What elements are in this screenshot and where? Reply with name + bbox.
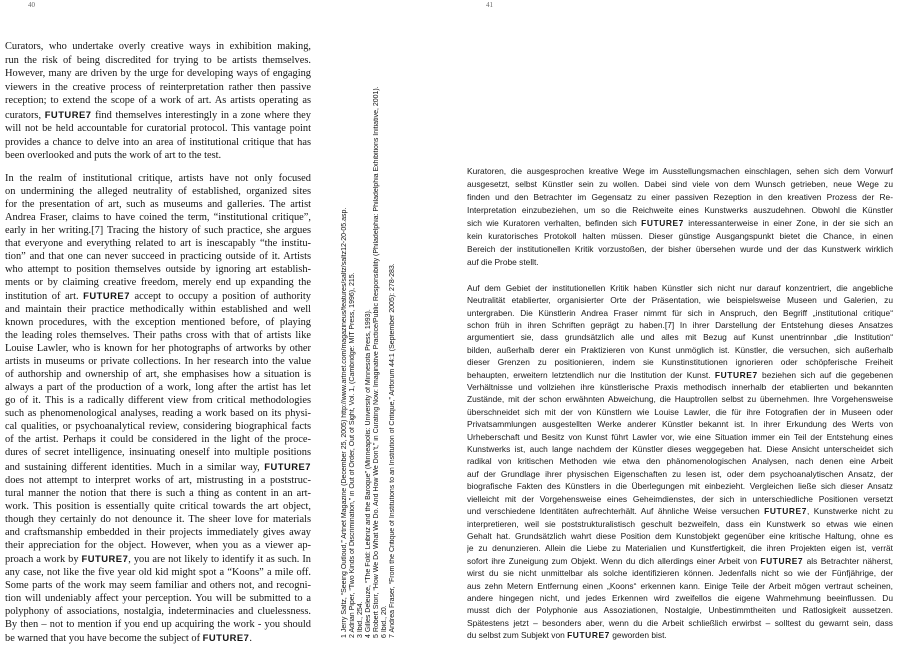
text-run: always a part of the production of a work, long after the artist has let [5, 382, 311, 393]
text-line [467, 431, 893, 443]
text-line [5, 539, 311, 552]
text-line [467, 369, 893, 381]
text-run: proach a work by [5, 554, 82, 565]
text-run: Neutralität etablierter, organisierter Orte der Präsentation, wie beispielsweise Museen und Galerien, zu [467, 295, 893, 305]
text-line [467, 455, 893, 467]
bold-name: FUTURE7 [641, 218, 684, 228]
text-run: andere hingegen nicht, und jedes Erkennen wird zweifellos die eigene Wahrnehmung beeinflussen. Du [467, 593, 893, 603]
text-run: reception; to extend the scope of a work of art. As artists operating as [5, 95, 311, 106]
text-line [5, 631, 311, 645]
text-run: institution of art. [5, 291, 83, 302]
text-run: ments or by claiming creative freedom, merely end up expanding the [5, 277, 311, 288]
bold-name: FUTURE7 [567, 630, 610, 640]
text-run: been overlooked and puts the work of art to the test. [5, 150, 221, 161]
text-run: provides a chance to delve into an area of institutional critique that has [5, 137, 311, 148]
footnote: 2 Adrian Piper, “Two Kinds of Discrimination,” in Out of Order, Out of Sight, Vol. 1, (Cambridge: MIT Press, 1996), 215. [349, 38, 357, 638]
text-run: and sustaining different identities. Much in a similar way, [5, 462, 264, 473]
paragraph [467, 165, 893, 269]
text-run: argumentiert sie, dass grundsätzlich alle und alles mit Bezug auf Kunst unentrinnbar „die Institution“ [467, 332, 893, 342]
text-line [5, 54, 311, 68]
text-line [467, 393, 893, 405]
text-line [467, 418, 893, 430]
text-run: find themselves interestingly in a zone where they [91, 110, 311, 121]
text-run: , you are not likely to identify it as such. In [128, 554, 311, 565]
text-line [467, 217, 893, 230]
text-run: aus zehn Metern Entfernung einen „Koons“ erkennen kann. Einige Teile der Arbeit mögen vertraut scheinen, [467, 581, 893, 591]
bold-name: FUTURE7 [760, 556, 803, 566]
text-line [5, 67, 311, 81]
text-line [5, 149, 311, 163]
text-run: dieser Grenzen zu positionieren, indem sie Kunstinstitutionen ignorieren oder schöpferische Freiheit [467, 357, 893, 367]
text-line [5, 526, 311, 539]
text-line [467, 530, 893, 542]
text-run: accept to occupy a position of authority [130, 291, 311, 302]
text-run: Louise Lawler, who is known for her photographs of artworks by other [5, 343, 311, 354]
text-line [5, 198, 311, 211]
text-line [5, 368, 311, 381]
text-run: of authorship and ownership of art, she emphasises how a situation is [5, 369, 311, 380]
text-run: curators, [5, 110, 45, 121]
text-line [5, 237, 311, 250]
text-line [5, 94, 311, 108]
text-run: for the presentation of art, such as museums and galleries. The artist [5, 199, 311, 210]
text-run: tion” and that one can never succeed in practicing outside of it. Artists [5, 251, 311, 262]
text-line [5, 394, 311, 407]
text-run: of the artist. Perhaps it could be considered in the light of the proce- [5, 434, 311, 445]
text-line [5, 605, 311, 618]
text-line [467, 406, 893, 418]
bold-name: FUTURE7 [715, 370, 758, 380]
paragraph [467, 282, 893, 642]
text-run: finden und den Betrachter im Gegensatz zu einer passiven Rezeption in den kreativen Prozess der Re- [467, 192, 893, 202]
text-run: . [249, 633, 252, 644]
text-line [467, 344, 893, 356]
text-line [5, 446, 311, 459]
text-line [5, 316, 311, 329]
text-line [5, 289, 311, 303]
text-run: sich wie Kuratoren verhalten, befinden sich [467, 218, 641, 228]
text-run: cal qualities, or psychoanalytical review, considering biographical facts [5, 421, 311, 432]
text-run: Kunstwerks ist, auch lange nachdem der Künstler dieses weggegeben hat. Diese Ansicht unterscheidet sich [467, 444, 893, 454]
text-run: schon früh in ihren Schriften geprägt zu haben.[7] In ihrer Darstellung der Entstehung dieses Ansatzes [467, 320, 893, 330]
text-line [467, 518, 893, 530]
text-line [5, 474, 311, 487]
bold-name: FUTURE7 [83, 290, 130, 301]
text-run: go of it. This is a radically different view from critical methodologies [5, 395, 311, 406]
text-run: Auf dem Gebiet der institutionellen Kritik haben Künstler sich nicht nur darauf konzentriert, die angebliche [467, 283, 893, 293]
text-line [5, 487, 311, 500]
text-line [5, 250, 311, 263]
text-run: als Betrachter näherst, [803, 556, 893, 566]
bold-name: FUTURE7 [203, 632, 250, 643]
text-run: By then – not to mention if you end up acquiring the work - you should [5, 619, 311, 630]
text-run: Spätestens jetzt – besonders aber, wenn du die Arbeit schließlich erwirbst – solltest du gewarnt sein, dass [467, 618, 893, 628]
text-line [5, 185, 311, 198]
text-run: does not attempt to interpret works of art, mistrusting in a poststruc- [5, 475, 311, 486]
text-run: geworden bist. [610, 630, 667, 640]
text-run: behaupten, erweitern letztendlich nur die Institution der Kunst. [467, 370, 715, 380]
text-line [467, 319, 893, 331]
text-line [467, 381, 893, 393]
text-line [467, 204, 893, 217]
text-line [5, 303, 311, 316]
text-run: In the realm of institutional critique, artists have not only focused [5, 173, 311, 184]
text-line [467, 493, 893, 505]
text-run: interessanterweise in einer Zone, in der sie sich an [684, 218, 893, 228]
text-run: early in her writing.[7] Tracing the history of such practice, she argues [5, 225, 311, 236]
text-run: will not be held accountable for curatorial protocol. This vantage point [5, 123, 311, 134]
bold-name: FUTURE7 [264, 461, 311, 472]
text-run: und verschiedene Identitäten aufrechterhält. Auf ähnliche Weise versuchen [467, 506, 764, 516]
text-run: who attempt to position themselves outside by ignoring art establish- [5, 264, 311, 275]
text-line [5, 108, 311, 123]
text-line [5, 263, 311, 276]
text-run: , Kunstwerke nicht zu [807, 506, 893, 516]
text-run: though they certainly do not denounce it. The sheer love for materials [5, 514, 311, 525]
footnote: 4 Gilles Deleuze, “The Fold: Leibniz and the Baroque” (Minneapolis: University of Minnesota Press, 1993). [365, 38, 373, 638]
text-line [5, 618, 311, 631]
text-line [467, 480, 893, 492]
text-line [467, 617, 893, 629]
text-run: artists in museums or private collections. In her research into the value [5, 356, 311, 367]
text-line [5, 420, 311, 433]
text-line [467, 505, 893, 517]
text-run: interpretieren, weil sie poststrukturalistisch geschult bezweifeln, dass ein Kunstwerk so etwas wie einen [467, 519, 893, 529]
text-run: Interpretation einzubeziehen, um so die Reichweite eines Kunstwerks auszudehnen. Obwohl die Künstler [467, 205, 893, 215]
text-run: such as phenomenological analyses, reading a work based on its physi- [5, 408, 311, 419]
text-run: sofort ihre Zuneigung zum Objekt. Wenn du dich allerdings einer Arbeit von [467, 556, 760, 566]
footnote: 1 Jerry Saltz, “Seeing Outloud,” Artnet Magazine (December 25, 2005) http://www.artnet.com/magazineus/features/saltz/saltz12-20-05.asp. [341, 38, 349, 638]
text-run: Verhältnisse und vollziehen ihre künstlerische Praxis methodisch innerhalb der etablierten und bekannten [467, 382, 893, 392]
text-run: Bereich der institutionellen Kritik vorzustoßen, der bisher übersehen wurde und der das Kunstwerk wirklich [467, 244, 893, 254]
bold-name: FUTURE7 [82, 553, 129, 564]
text-line [467, 294, 893, 306]
text-run: auf die Probe stellt. [467, 257, 539, 267]
text-line [5, 579, 311, 592]
text-line [467, 331, 893, 343]
text-run: their appreciation for the object. However, when you as a viewer ap- [5, 540, 311, 551]
text-run: ausgesetzt, selbst Künstler sein zu wollen. Dabei sind viele von dem Wunsch getrieben, neue Wege zu [467, 179, 893, 189]
text-line [5, 381, 311, 394]
text-line [467, 592, 893, 604]
text-run: tion will undeniably affect your perception. You will be submitted to a [5, 593, 311, 604]
page-number-right: 41 [486, 1, 493, 9]
text-run: Curators, who undertake overly creative ways in exhibition making, [5, 41, 311, 52]
text-run: run the risk of being discredited for trying to be artists themselves. [5, 55, 311, 66]
text-line [5, 329, 311, 342]
text-line [5, 224, 311, 237]
text-run: überschneidet sich mit der von Künstlern wie Louise Lawler, die für ihre Fotografien der in Museen oder [467, 407, 893, 417]
text-run: the leading roles themselves. Their paths cross with that of artists like [5, 330, 311, 341]
text-run: However, many are driven by the urge for developing ways of engaging [5, 68, 311, 79]
paragraph [5, 40, 311, 163]
footnote: 5 Robert Storr, “How We Do What We Do. And How We Don’t,” in Curating Now: Imaginative Practice/Public Responsibility (Philadelphia: Philadelphia Exhibitions Initiative, 2001). [373, 38, 381, 638]
text-line [5, 566, 311, 579]
text-line [5, 136, 311, 150]
text-line [5, 40, 311, 54]
text-line [5, 500, 311, 513]
footnote: 7 Andrea Fraser, “From the Critique of Institutions to an Institution of Critique,” Artforum 44:1 (September 2005): 278-283. [389, 38, 397, 638]
text-run: wirst du sie nicht unmittelbar als solche identifizieren können. Jedenfalls nicht so wie der Fünfjährige, der [467, 568, 893, 578]
text-line [467, 567, 893, 579]
text-run: kein kuratorisches Protokoll halten müssen. Dieser günstige Ausgangspunkt bietet die Chance, in einen [467, 231, 893, 241]
text-line [5, 460, 311, 474]
text-line [5, 122, 311, 136]
text-line [5, 211, 311, 224]
text-run: viewers in the creative process of reinterpretation rather then passive [5, 82, 311, 93]
text-line [467, 356, 893, 368]
text-run: known procedures, with the exception mentioned before, of playing [5, 317, 311, 328]
text-run: auf der Grundlage ihrer physischen Eigenschaften zu lesen ist, oder dem psychoanalytischen Ansatz, der [467, 469, 893, 479]
footnote: 3 Ibid., 254. [357, 38, 365, 638]
text-run: Kuratoren, die ausgesprochen kreative Wege im Ausstellungsmachen einschlagen, sehen sich dem Vorwurf [467, 166, 893, 176]
text-line [467, 256, 893, 269]
text-run: du selbst zum Subjekt von [467, 630, 567, 640]
text-line [467, 542, 893, 554]
text-run: untergraben. Die Künstlerin Andrea Fraser nimmt für sich in Anspruch, den Begriff „institutional critique“ [467, 308, 893, 318]
paragraph [5, 172, 311, 645]
text-line [467, 230, 893, 243]
text-line [5, 355, 311, 368]
text-run: vielleicht mit der Vorgehensweise eines Geheimdienstes, der sich in unterschiedliche Positionen versetzt [467, 494, 893, 504]
text-line [467, 307, 893, 319]
text-run: radikal von kritischen Methoden wie etwa den phänomenologischen Analysen, nach denen eine Arbeit [467, 456, 893, 466]
page-number-left: 40 [28, 1, 35, 9]
text-run: biografische Fakten des Künstlers in die Überlegungen mit einbezieht. Vergleichen ließe sich dieser Ansatz [467, 481, 893, 491]
text-line [467, 468, 893, 480]
text-run: and maintain their practice methodically within established and well [5, 304, 311, 315]
text-run: Andrea Fraser, claims to have coined the term, “institutional critique”, [5, 212, 311, 223]
text-run: that everyone and everything related to art is inescapably “the institu- [5, 238, 311, 249]
text-line [5, 276, 311, 289]
text-line [5, 172, 311, 185]
text-line [5, 407, 311, 420]
text-line [467, 580, 893, 592]
text-run: work. This position is essentially quite critical towards the art object, [5, 501, 311, 512]
text-run: and craftsmanship embedded in their projects immediately gives away [5, 527, 311, 538]
text-run: beziehen sich auf die gegebenen [758, 370, 893, 380]
text-line [5, 513, 311, 526]
text-run: be warned that you have become the subject of [5, 633, 203, 644]
text-line [467, 604, 893, 616]
text-run: Zustände, mit der schon erwähnten Abweichung, die Hauptrollen selbst zu übernehmen. Ihre Vorgehensweise [467, 394, 893, 404]
text-line [467, 178, 893, 191]
text-line [5, 592, 311, 605]
footnotes-vertical [341, 38, 397, 638]
text-line [467, 243, 893, 256]
text-line [467, 165, 893, 178]
footnote: 6 Ibid., 20. [381, 38, 389, 638]
text-run: Some parts of the work may seem familiar and others not, and recogni- [5, 580, 311, 591]
text-run: Urheberschaft und Besitz von Kunst führt Lawler vor, wie eine Situation immer ein Teil der Entstehung eines [467, 432, 893, 442]
left-page-english-text [5, 0, 311, 641]
text-run: Privatsammlungen ausgestellten Werke anderer Künstler bekannt ist. In ihrer Erkundung des Werts von [467, 419, 893, 429]
bold-name: FUTURE7 [764, 506, 807, 516]
bold-name: FUTURE7 [45, 109, 92, 120]
text-run: Gehalt hat. Grundsätzlich wahrt diese Position dem Kunstobjekt gegenüber eine kritische Haltung, ohne es [467, 531, 893, 541]
text-line [5, 81, 311, 95]
text-run: musst dich der Polyphonie aus Assoziationen, Nostalgie, Unbestimmtheiten und Ratlosigkeit aussetzen. [467, 605, 893, 615]
text-line [467, 555, 893, 567]
text-line [467, 443, 893, 455]
text-line [467, 191, 893, 204]
text-run: dures of secret intelligence, insinuating oneself into multiple positions [5, 447, 311, 458]
right-page-german-text [467, 0, 893, 641]
text-line [467, 282, 893, 294]
text-line [467, 629, 893, 641]
text-line [5, 342, 311, 355]
text-run: je zu denunzieren. Allein die Liebe zu Materialien und Kunstfertigkeit, die ihren Projekten eigen ist, verrät [467, 543, 893, 553]
text-run: bilden, außerhalb derer ein Praktizieren von Kunst unmöglich ist. Künstler, die versuchen, sich außerhalb [467, 345, 893, 355]
text-run: any case, not like the five year old kid might spot a “Koons” a mile off. [5, 567, 311, 578]
text-line [5, 552, 311, 566]
text-run: tural manner the notion that there is such a thing as content in an art- [5, 488, 311, 499]
text-line [5, 433, 311, 446]
text-run: on undermining the alleged neutrality of established, organized sites [5, 186, 311, 197]
text-run: polyphony of associations, nostalgia, indeterminacies and cluelessness. [5, 606, 311, 617]
